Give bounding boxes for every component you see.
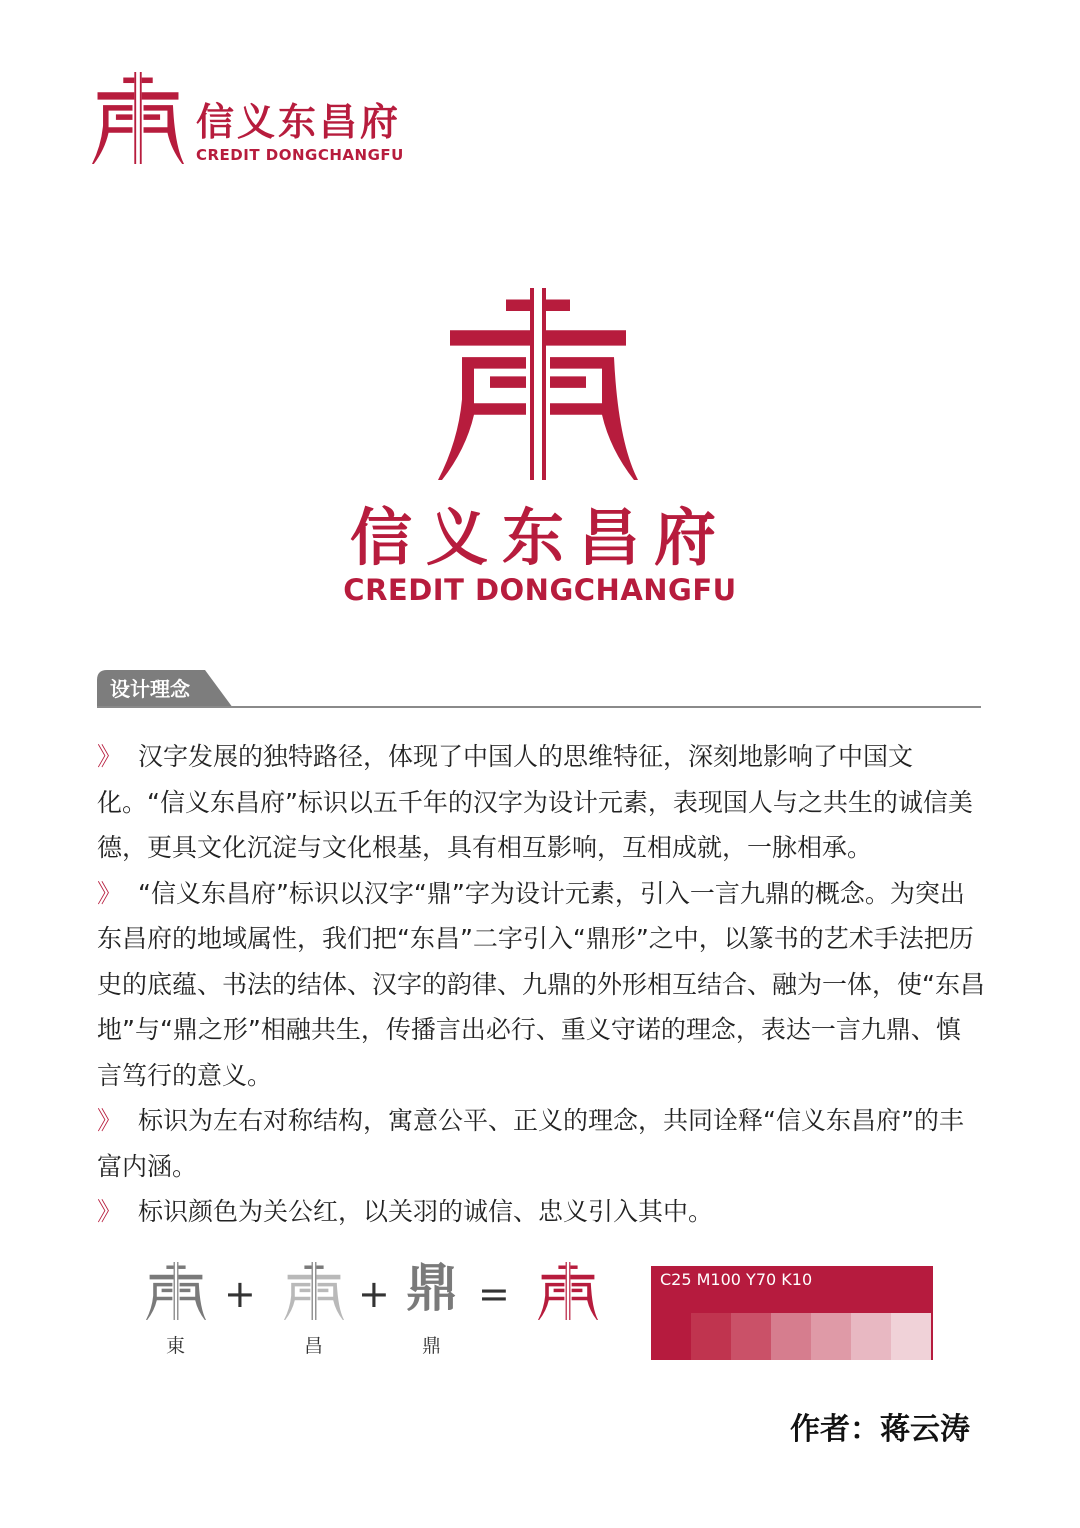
tint-block [811,1313,851,1360]
logo-stroke [178,1275,202,1280]
logo-stroke [140,72,142,164]
logo-mark-icon [92,72,184,164]
seal-chang-glyph: 昌 [304,1335,324,1357]
bullet-marker-icon: 》 [97,1197,123,1226]
logo-stroke [300,1289,311,1292]
main-logo-mark-icon [438,288,638,480]
logo-stroke [546,330,626,345]
logo-stroke [315,1262,316,1320]
logo-stroke [318,1283,344,1320]
ding-character: 鼎 [406,1259,459,1319]
tint-block [731,1313,771,1360]
paragraph-text: 标识为左右对称结构，寓意公平、正义的理念，共同诠释“信义东昌府”的丰富内涵。 [97,1106,964,1181]
bullet-marker-icon: 》 [97,1106,123,1135]
logo-stroke [134,72,136,164]
main-brand-name-en: CREDIT DONGCHANGFU [343,573,737,607]
logo-stroke [570,1275,594,1280]
logo-stroke [316,1265,323,1268]
logo-stroke [98,92,135,99]
section-divider [97,706,981,708]
tint-block [891,1313,931,1360]
seal-dong-glyph: 東 [166,1335,186,1357]
logo-stroke [506,300,530,312]
design-concept-text [97,734,985,1235]
logo-stroke [566,1262,567,1320]
logo-stroke [550,357,638,480]
paragraph-text: “信义东昌府”标识以汉字“鼎”字为设计元素，引入一言九鼎的概念。为突出东昌府的地域属性，我们把“东昌”二字引入“鼎形”之中，以篆书的艺术手法把历史的底蕴、书法的结体、汉字的韵律、九鼎的外形相互结合、融为一体，使“东昌地”与“鼎之形”相融共生，传播言出必行、重义守诺的理念，表达一言九鼎、慎言笃行的意义。 [97,878,985,1090]
logo-stroke [542,288,546,480]
paragraph-text: 汉字发展的独特路径，体现了中国人的思维特征，深刻地影响了中国文化。“信义东昌府”标识以五千年的汉字为设计元素，表现国人与之共生的诚信美德，更具文化沉淀与文化根基，具有相互影响，互相成就，一脉相承。 [97,742,973,862]
header-brand-name: 信义东昌府 [196,100,402,144]
logo-stroke [166,1265,173,1268]
logo-stroke [142,92,179,99]
logo-stroke [174,1262,175,1320]
paragraph [97,1098,985,1189]
logo-stroke [180,1283,206,1320]
logo-stroke [538,1283,564,1320]
gray-mark-icon [146,1262,206,1320]
logo-stroke [144,105,184,164]
plus-sign: + [358,1272,390,1316]
tint-block [851,1313,891,1360]
logo-stroke [438,357,526,480]
logo-stroke [116,114,133,120]
section-title: 设计理念 [110,677,190,701]
author-credit: 作者：蒋云涛 [790,1412,970,1447]
tint-block [771,1313,811,1360]
dongchang-mark-icon [284,1262,344,1320]
bullet-marker-icon: 》 [97,742,123,771]
paragraph [97,1189,985,1235]
equals-sign: = [478,1272,510,1316]
logo-stroke [490,376,526,388]
seal-ding-glyph: 鼎 [422,1335,442,1357]
logo-stroke [570,1265,577,1268]
plus-sign: + [224,1272,256,1316]
header-brand-name-en: CREDIT DONGCHANGFU [196,146,404,164]
logo-stroke [316,1275,340,1280]
paragraph [97,871,985,1099]
logo-stroke [178,1265,185,1268]
paragraph [97,734,985,871]
logo-stroke [146,1283,172,1320]
logo-stroke [318,1289,329,1292]
logo-stroke [530,288,534,480]
logo-stroke [177,1262,178,1320]
swatch-color-code: C25 M100 Y70 K10 [660,1270,813,1289]
main-brand-name: 信义东昌府 [349,501,730,574]
result-mark-icon [538,1262,598,1320]
logo-stroke [304,1265,311,1268]
paragraph-text: 标识颜色为关公红，以关羽的诚信、忠义引入其中。 [138,1197,714,1226]
logo-stroke [142,78,153,84]
logo-stroke [542,1275,566,1280]
logo-stroke [550,376,586,388]
logo-stroke [144,114,161,120]
logo-stroke [554,1289,565,1292]
bullet-marker-icon: 》 [97,878,123,908]
logo-stroke [569,1262,570,1320]
logo-stroke [546,300,570,312]
logo-stroke [312,1262,313,1320]
logo-stroke [123,78,134,84]
logo-stroke [150,1275,174,1280]
logo-stroke [92,105,132,164]
logo-stroke [572,1289,583,1292]
logo-stroke [558,1265,565,1268]
logo-stroke [284,1283,310,1320]
logo-stroke [180,1289,191,1292]
logo-stroke [450,330,530,345]
tint-block [691,1313,731,1360]
logo-stroke [288,1275,312,1280]
logo-stroke [572,1283,598,1320]
logo-stroke [162,1289,173,1292]
